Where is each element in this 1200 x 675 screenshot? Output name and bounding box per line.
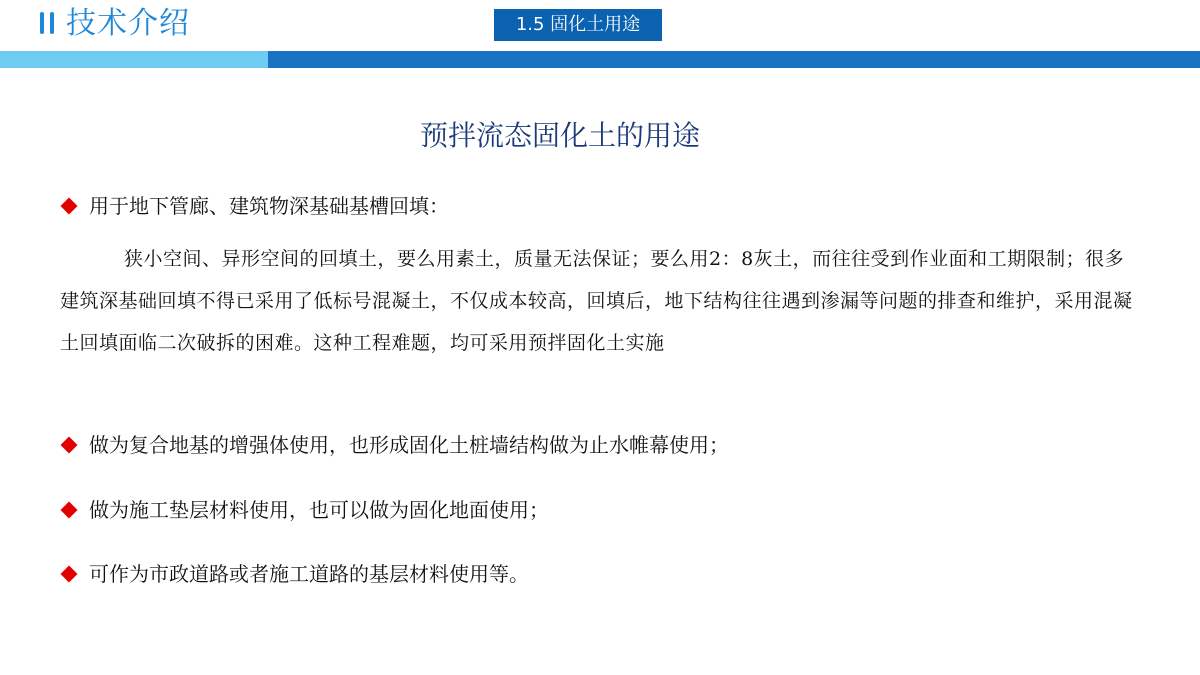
red-diamond-icon bbox=[61, 566, 78, 583]
bullet-text: 做为施工垫层材料使用，也可以做为固化地面使用； bbox=[89, 498, 549, 522]
header-bar-light bbox=[0, 51, 268, 68]
bullet-text: 用于地下管廊、建筑物深基础基槽回填： bbox=[89, 194, 449, 218]
bullet-item bbox=[60, 559, 529, 589]
red-diamond-icon bbox=[61, 502, 78, 519]
bullet-item bbox=[60, 495, 549, 525]
red-diamond-icon bbox=[61, 437, 78, 454]
header-bar-dark bbox=[268, 51, 1200, 68]
double-bar-icon bbox=[38, 12, 58, 36]
red-diamond-icon bbox=[61, 198, 78, 215]
body-paragraph: 狭小空间、异形空间的回填土，要么用素土，质量无法保证；要么用2：8灰土，而往往受到作业面和工期限制；很多建筑深基础回填不得已采用了低标号混凝土，不仅成本较高，回填后，地下结构往往遇到渗漏等问题的排查和维护，采用混凝土回填面临二次破拆的困难。这种工程难题，均可采用预拌固化土实施 bbox=[60, 248, 1133, 354]
subsection-badge: 1.5 固化土用途 bbox=[494, 9, 662, 41]
bullet-item bbox=[60, 430, 729, 460]
slide-title: 预拌流态固化土的用途 bbox=[419, 119, 700, 152]
section-title: 技术介绍 bbox=[66, 6, 190, 41]
bullet-item bbox=[60, 191, 449, 221]
bullet-text: 做为复合地基的增强体使用，也形成固化土桩墙结构做为止水帷幕使用； bbox=[89, 433, 729, 457]
bullet-text: 可作为市政道路或者施工道路的基层材料使用等。 bbox=[89, 562, 529, 586]
